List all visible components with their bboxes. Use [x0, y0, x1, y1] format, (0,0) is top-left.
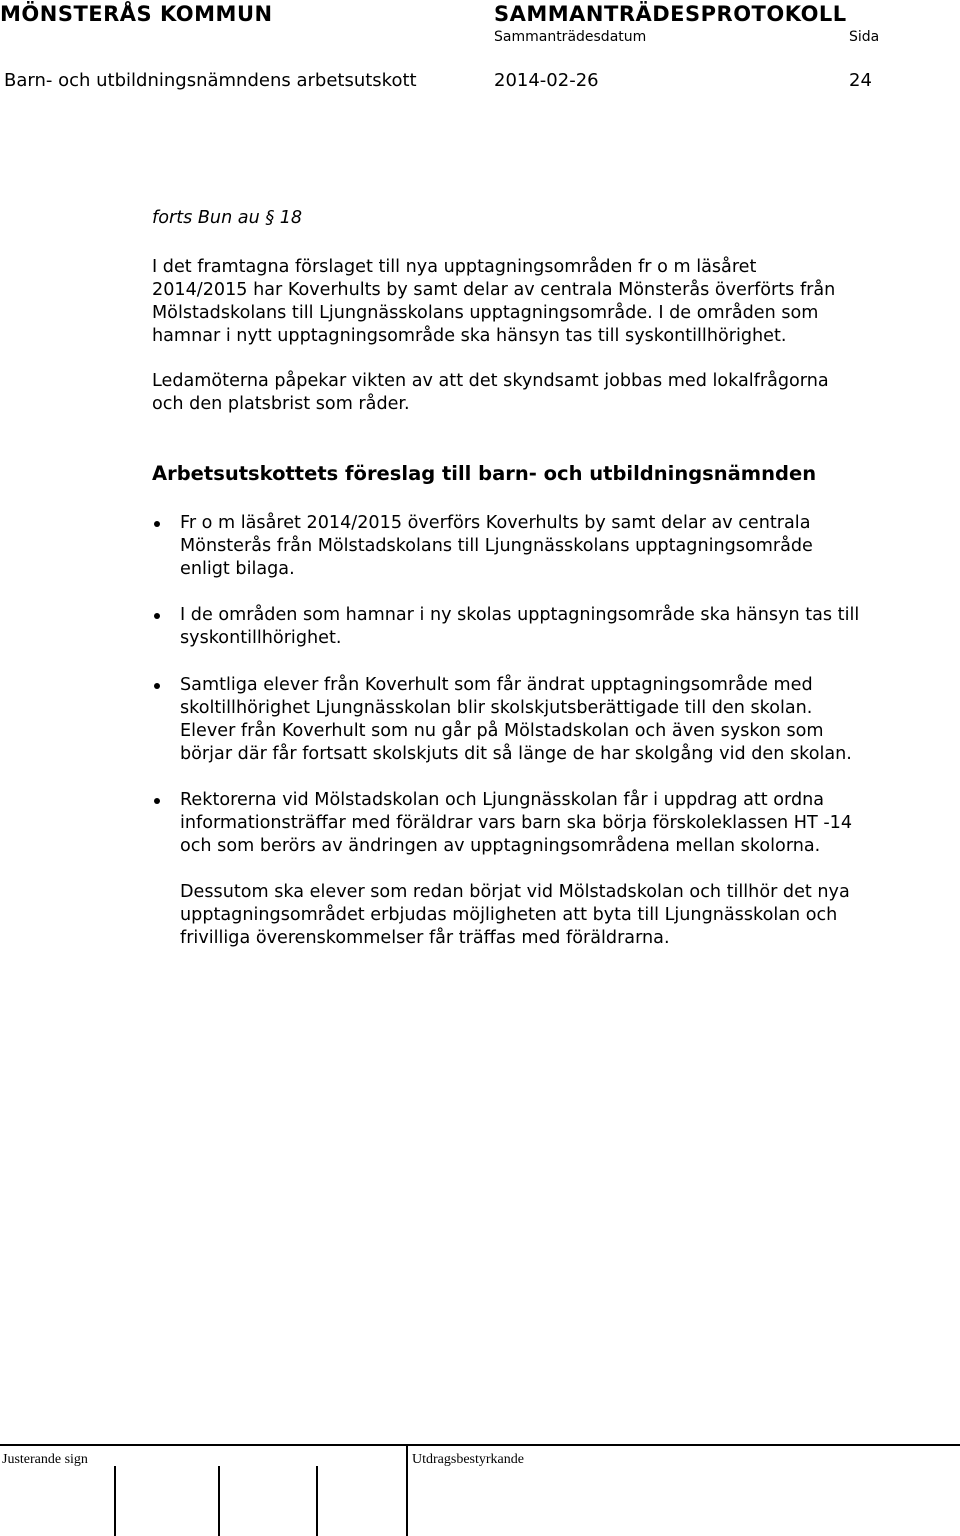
paragraph-line: upptagningsområdet erbjudas möjligheten att byta till Ljungnässkolan och — [180, 905, 838, 925]
bullet-dot — [154, 613, 160, 619]
paragraph-line: Dessutom ska elever som redan börjat vid Mölstadskolan och tillhör det nya — [180, 882, 850, 902]
paragraph-line: Mölstadskolans till Ljungnässkolans upptagningsområde. I de områden som — [152, 303, 819, 323]
signature-box-divider — [114, 1466, 116, 1536]
bullet-line: skoltillhörighet Ljungnässkolan blir skolskjutsberättigade till den skolan. — [180, 698, 813, 718]
bullet-line: och som berörs av ändringen av upptagningsområdena mellan skolorna. — [180, 836, 821, 856]
proposal-bullet — [180, 604, 859, 650]
committee-name: Barn- och utbildningsnämndens arbetsutskott — [4, 70, 417, 91]
proposal-bullet — [180, 512, 813, 581]
bullet-line: syskontillhörighet. — [180, 628, 342, 648]
signature-box-divider — [316, 1466, 318, 1536]
bullet-dot — [154, 521, 160, 527]
footer-separator — [406, 1444, 408, 1536]
bullet-line: informationsträffar med föräldrar vars barn ska börja förskoleklassen HT -14 — [180, 813, 853, 833]
signature-box-divider — [218, 1466, 220, 1536]
document-type: SAMMANTRÄDESPROTOKOLL — [494, 2, 847, 26]
extract-certification-label: Utdragsbestyrkande — [412, 1452, 524, 1467]
organization-name: MÖNSTERÅS KOMMUN — [0, 2, 273, 26]
paragraph-line: I det framtagna förslaget till nya upptagningsområden fr o m läsåret — [152, 257, 757, 277]
closing-paragraph — [180, 881, 850, 950]
section-reference: forts Bun au § 18 — [152, 208, 303, 228]
proposal-bullet — [180, 789, 852, 858]
paragraph-line: frivilliga överenskommelser får träffas med föräldrarna. — [180, 928, 670, 948]
proposal-bullet — [180, 674, 852, 766]
bullet-line: Mönsterås från Mölstadskolans till Ljungnässkolans upptagningsområde — [180, 536, 813, 556]
date-label: Sammanträdesdatum — [494, 29, 647, 45]
bullet-line: Fr o m läsåret 2014/2015 överförs Koverhults by samt delar av centrala — [180, 513, 811, 533]
footer-divider — [0, 1444, 960, 1446]
page-label: Sida — [849, 29, 880, 45]
bullet-dot — [154, 683, 160, 689]
bullet-line: börjar där får fortsatt skolskjuts dit så länge de har skolgång vid den skolan. — [180, 744, 852, 764]
bullet-line: Samtliga elever från Koverhult som får ändrat upptagningsområde med — [180, 675, 813, 695]
paragraph-line: och den platsbrist som råder. — [152, 394, 410, 414]
proposal-heading: Arbetsutskottets föreslag till barn- och utbildningsnämnden — [152, 462, 817, 485]
bullet-line: enligt bilaga. — [180, 559, 295, 579]
bullet-line: I de områden som hamnar i ny skolas upptagningsområde ska hänsyn tas till — [180, 605, 860, 625]
paragraph-line: 2014/2015 har Koverhults by samt delar av centrala Mönsterås överförts från — [152, 280, 836, 300]
bullet-line: Rektorerna vid Mölstadskolan och Ljungnässkolan får i uppdrag att ordna — [180, 790, 825, 810]
page-number: 24 — [849, 70, 872, 91]
meeting-date: 2014-02-26 — [494, 70, 599, 91]
paragraph-intro — [152, 256, 835, 348]
paragraph-line: hamnar i nytt upptagningsområde ska hänsyn tas till syskontillhörighet. — [152, 326, 787, 346]
paragraph-members — [152, 370, 829, 416]
bullet-dot — [154, 798, 160, 804]
bullet-line: Elever från Koverhult som nu går på Mölstadskolan och även syskon som — [180, 721, 824, 741]
signature-label: Justerande sign — [2, 1452, 88, 1467]
paragraph-line: Ledamöterna påpekar vikten av att det skyndsamt jobbas med lokalfrågorna — [152, 371, 829, 391]
